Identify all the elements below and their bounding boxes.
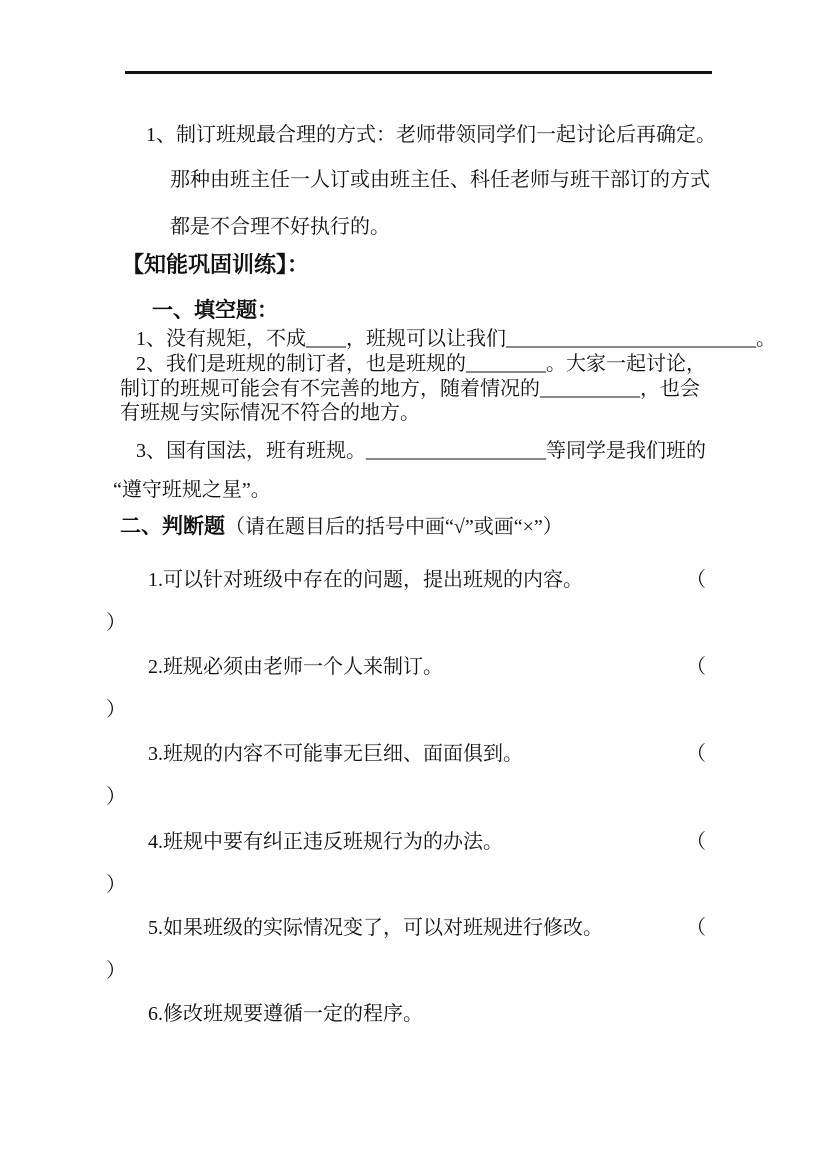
header-divider-rule [125, 71, 712, 74]
fill-in-q3-line-1: 3、国有国法，班有班规。__________________等同学是我们班的 [136, 440, 706, 462]
intro-line-3: 都是不合理不好执行的。 [170, 216, 390, 238]
judge-heading-instructions: （请在题目后的括号中画“√”或画“×”） [225, 516, 563, 538]
judge-q1-open-paren: （ [686, 569, 706, 591]
judge-q2-close-paren: ） [106, 699, 126, 721]
fill-in-q2-line-2: 制订的班规可能会有不完善的地方，随着情况的__________，也会 [120, 378, 700, 400]
judge-q3-open-paren: （ [686, 743, 706, 765]
judge-q4-text: 4.班规中要有纠正违反班规行为的办法。 [148, 831, 503, 853]
judge-q5-close-paren: ） [106, 960, 126, 982]
judge-q2-text: 2.班规必须由老师一个人来制订。 [148, 656, 443, 678]
intro-line-1: 1、制订班规最合理的方式：老师带领同学们一起讨论后再确定。 [146, 124, 716, 146]
fill-in-q2-line-1: 2、我们是班规的制订者，也是班规的________。大家一起讨论， [136, 353, 706, 375]
judge-q5-open-paren: （ [686, 917, 706, 939]
judge-heading-title: 二、判断题 [120, 514, 225, 538]
fill-in-q3-line-2: “遵守班规之星”。 [113, 479, 271, 501]
judge-q1-text: 1.可以针对班级中存在的问题，提出班规的内容。 [148, 569, 583, 591]
judge-q2-open-paren: （ [686, 656, 706, 678]
intro-line-2: 那种由班主任一人订或由班主任、科任老师与班干部订的方式 [170, 169, 710, 191]
judge-q3-close-paren: ） [106, 786, 126, 808]
judge-heading [120, 514, 563, 539]
judge-q4-close-paren: ） [106, 874, 126, 896]
section-heading: 【知能巩固训练】： [122, 252, 310, 277]
fill-in-q2-line-3: 有班规与实际情况不符合的地方。 [120, 402, 420, 424]
judge-q1-close-paren: ） [106, 612, 126, 634]
fill-in-q1: 1、没有规矩，不成____，班规可以让我们_________________________。 [136, 328, 776, 350]
judge-q3-text: 3.班规的内容不可能事无巨细、面面俱到。 [148, 743, 523, 765]
fill-in-heading: 一、填空题： [152, 298, 278, 322]
judge-q4-open-paren: （ [686, 831, 706, 853]
judge-q6-text: 6.修改班规要遵循一定的程序。 [148, 1003, 423, 1025]
judge-q5-text: 5.如果班级的实际情况变了，可以对班规进行修改。 [148, 917, 603, 939]
